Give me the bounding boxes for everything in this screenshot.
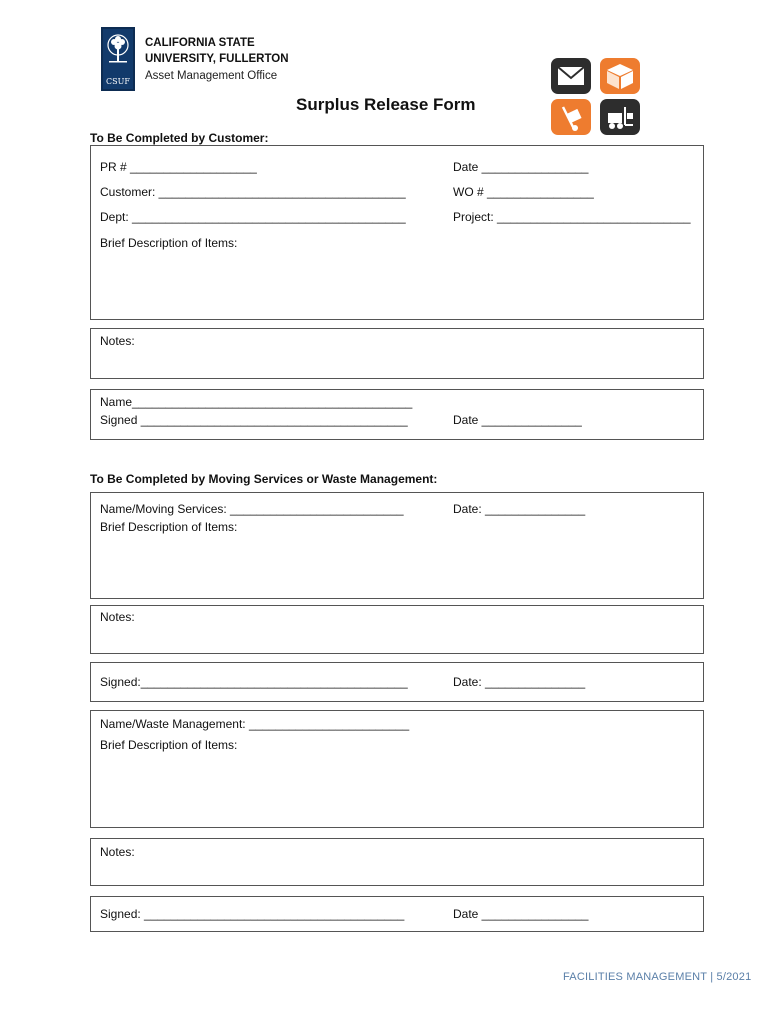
customer-info-box bbox=[90, 145, 704, 320]
waste-signature-box bbox=[90, 896, 704, 932]
signed-date-field[interactable]: Date _______________ bbox=[453, 413, 582, 427]
logo-text: CSUF bbox=[106, 77, 130, 86]
customer-section-heading: To Be Completed by Customer: bbox=[90, 131, 269, 145]
office-name: Asset Management Office bbox=[145, 70, 278, 82]
moving-name-field[interactable]: Name/Moving Services: __________________________ bbox=[100, 502, 404, 516]
org-name-line2: UNIVERSITY, FULLERTON bbox=[145, 53, 289, 65]
forklift-icon bbox=[600, 99, 640, 135]
csuf-logo bbox=[101, 27, 135, 91]
signed-field[interactable]: Signed ________________________________________ bbox=[100, 413, 408, 427]
moving-date-field[interactable]: Date: _______________ bbox=[453, 502, 586, 516]
customer-signature-box bbox=[90, 389, 704, 440]
project-field[interactable]: Project: _____________________________ bbox=[453, 210, 691, 224]
customer-field[interactable]: Customer: _____________________________________ bbox=[100, 185, 406, 199]
waste-notes-box[interactable] bbox=[90, 838, 704, 886]
moving-notes-box[interactable] bbox=[90, 605, 704, 654]
dept-field[interactable]: Dept: _________________________________________ bbox=[100, 210, 406, 224]
org-name-line1: CALIFORNIA STATE bbox=[145, 37, 255, 49]
moving-signed-date-field[interactable]: Date: _______________ bbox=[453, 675, 586, 689]
services-section-heading: To Be Completed by Moving Services or Waste Management: bbox=[90, 472, 438, 486]
page-title: Surplus Release Form bbox=[296, 95, 476, 114]
waste-notes-label: Notes: bbox=[100, 845, 135, 859]
waste-brief-label: Brief Description of Items: bbox=[100, 738, 238, 752]
wo-field[interactable]: WO # ________________ bbox=[453, 185, 594, 199]
name-field[interactable]: Name__________________________________________ bbox=[100, 395, 413, 409]
moving-brief-label: Brief Description of Items: bbox=[100, 520, 238, 534]
brief-description-label: Brief Description of Items: bbox=[100, 236, 238, 250]
envelope-icon bbox=[551, 58, 591, 94]
date-field[interactable]: Date ________________ bbox=[453, 160, 589, 174]
waste-signed-date-field[interactable]: Date ________________ bbox=[453, 907, 589, 921]
moving-signature-box bbox=[90, 662, 704, 702]
tree-icon bbox=[106, 33, 130, 69]
hand-truck-icon bbox=[551, 99, 591, 135]
waste-name-field[interactable]: Name/Waste Management: ________________________ bbox=[100, 717, 410, 731]
pr-field[interactable]: PR # ___________________ bbox=[100, 160, 257, 174]
customer-notes-box[interactable] bbox=[90, 328, 704, 379]
waste-signed-field[interactable]: Signed: _______________________________________ bbox=[100, 907, 405, 921]
moving-signed-field[interactable]: Signed:________________________________________ bbox=[100, 675, 408, 689]
moving-services-box bbox=[90, 492, 704, 599]
notes-label: Notes: bbox=[100, 334, 135, 348]
package-icon bbox=[600, 58, 640, 94]
footer-text: FACILITIES MANAGEMENT | 5/2021 bbox=[563, 971, 752, 983]
moving-notes-label: Notes: bbox=[100, 610, 135, 624]
waste-management-box bbox=[90, 710, 704, 828]
